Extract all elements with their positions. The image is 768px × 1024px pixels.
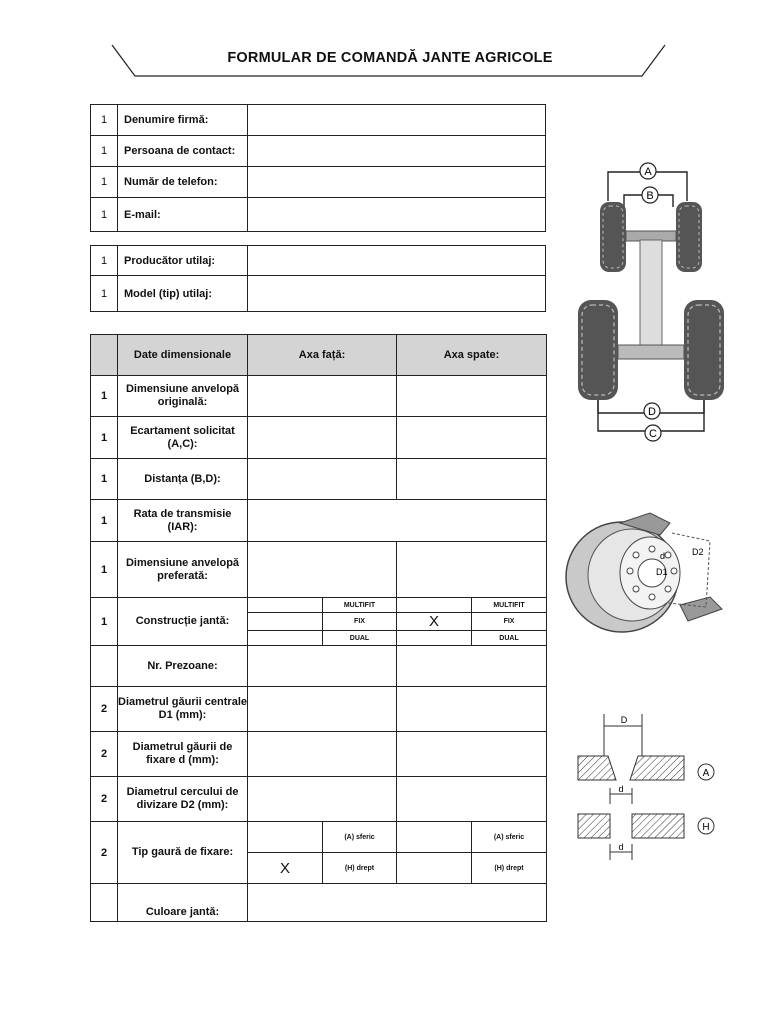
row-number: 1 [91, 167, 118, 198]
label-a: A [644, 166, 652, 178]
original-tire-front-field[interactable] [248, 376, 397, 417]
phone-label: Număr de telefon: [118, 167, 248, 198]
transmission-ratio-field[interactable] [248, 500, 547, 542]
row-number: 1 [91, 417, 118, 459]
rear-spherical-checkbox[interactable] [397, 822, 472, 853]
front-left-wheel [600, 202, 626, 272]
contact-table [90, 104, 546, 232]
front-spherical-checkbox[interactable] [248, 822, 323, 853]
label-profile-h: H [702, 822, 710, 833]
pitch-circle-label: Diametrul cercului de divizare D2 (mm): [118, 777, 248, 822]
table-row [91, 732, 547, 777]
stud-count-rear-field[interactable] [397, 646, 547, 687]
pitch-circle-rear-field[interactable] [397, 777, 547, 822]
row-number: 1 [91, 136, 118, 167]
front-straight-option: (H) drept [323, 853, 397, 884]
rear-fix-checkbox[interactable]: X [397, 613, 472, 631]
manufacturer-label: Producător utilaj: [118, 246, 248, 276]
dimensions-table [90, 334, 547, 922]
table-row [91, 376, 547, 417]
front-straight-checkbox[interactable]: X [248, 853, 323, 884]
label-d: D [648, 406, 656, 418]
model-field[interactable] [248, 276, 546, 312]
table-row [91, 167, 546, 198]
pitch-circle-front-field[interactable] [248, 777, 397, 822]
contact-person-label: Persoana de contact: [118, 136, 248, 167]
front-fix-option: FIX [323, 613, 397, 631]
table-row [91, 500, 547, 542]
label-d-small: d [660, 551, 666, 561]
label-b: B [646, 190, 654, 202]
email-label: E-mail: [118, 198, 248, 232]
original-tire-rear-field[interactable] [397, 376, 547, 417]
row-number [91, 646, 118, 687]
front-fix-checkbox[interactable] [248, 613, 323, 631]
distance-rear-field[interactable] [397, 459, 547, 500]
table-row [91, 598, 547, 613]
table-row [91, 542, 547, 598]
rim-diagram [560, 505, 732, 640]
label-d1: D1 [656, 567, 668, 577]
label-dim-d-a: d [618, 784, 624, 794]
track-width-label: Ecartament solicitat (A,C): [118, 417, 248, 459]
rear-straight-checkbox[interactable] [397, 853, 472, 884]
table-row [91, 417, 547, 459]
rim-color-field[interactable] [248, 884, 547, 922]
table-row [91, 105, 546, 136]
hole-type-label: Tip gaură de fixare: [118, 822, 248, 884]
rear-multifit-checkbox[interactable] [397, 598, 472, 613]
table-row [91, 777, 547, 822]
row-number: 1 [91, 542, 118, 598]
center-hole-rear-field[interactable] [397, 687, 547, 732]
fixing-hole-label: Diametrul găurii de fixare d (mm): [118, 732, 248, 777]
rear-multifit-option: MULTIFIT [472, 598, 547, 613]
row-number: 1 [91, 459, 118, 500]
form-title: FORMULAR DE COMANDĂ JANTE AGRICOLE [227, 50, 553, 66]
table-row [91, 198, 546, 232]
phone-field[interactable] [248, 167, 546, 198]
email-field[interactable] [248, 198, 546, 232]
table-row [91, 646, 547, 687]
front-right-wheel [676, 202, 702, 272]
rear-dual-option: DUAL [472, 631, 547, 646]
row-number: 2 [91, 687, 118, 732]
stud-count-label: Nr. Prezoane: [118, 646, 248, 687]
track-width-front-field[interactable] [248, 417, 397, 459]
fixing-hole-rear-field[interactable] [397, 732, 547, 777]
row-number: 1 [91, 105, 118, 136]
table-row [91, 136, 546, 167]
row-number: 1 [91, 500, 118, 542]
row-number: 2 [91, 822, 118, 884]
row-number: 2 [91, 777, 118, 822]
table-row [91, 884, 547, 922]
rear-left-wheel [578, 300, 618, 400]
rear-spherical-option: (A) sferic [472, 822, 547, 853]
table-row [91, 276, 546, 312]
row-number: 1 [91, 598, 118, 646]
distance-label: Distanța (B,D): [118, 459, 248, 500]
hole-section-diagram [570, 710, 730, 870]
machine-table [90, 245, 546, 312]
tractor-track-diagram [572, 155, 732, 445]
manufacturer-field[interactable] [248, 246, 546, 276]
rim-construction-label: Construcție jantă: [118, 598, 248, 646]
model-label: Model (tip) utilaj: [118, 276, 248, 312]
contact-person-field[interactable] [248, 136, 546, 167]
company-name-field[interactable] [248, 105, 546, 136]
preferred-tire-rear-field[interactable] [397, 542, 547, 598]
company-name-label: Denumire firmă: [118, 105, 248, 136]
front-dual-checkbox[interactable] [248, 631, 323, 646]
front-spherical-option: (A) sferic [323, 822, 397, 853]
center-hole-label: Diametrul găurii centrale D1 (mm): [118, 687, 248, 732]
col-front-axle-header: Axa față: [248, 335, 397, 376]
label-dim-d-h: d [618, 842, 624, 852]
label-c: C [649, 428, 657, 440]
table-row [91, 687, 547, 732]
center-hole-front-field[interactable] [248, 687, 397, 732]
row-number: 1 [91, 376, 118, 417]
original-tire-label: Dimensiune anvelopă originală: [118, 376, 248, 417]
front-multifit-option: MULTIFIT [323, 598, 397, 613]
table-header-row [91, 335, 547, 376]
rear-dual-checkbox[interactable] [397, 631, 472, 646]
track-width-rear-field[interactable] [397, 417, 547, 459]
table-row [91, 246, 546, 276]
table-row [91, 459, 547, 500]
row-number [91, 884, 118, 922]
preferred-tire-front-field[interactable] [248, 542, 397, 598]
label-profile-a: A [702, 768, 710, 779]
fixing-hole-front-field[interactable] [248, 732, 397, 777]
row-number: 1 [91, 198, 118, 232]
rim-color-label: Culoare jantă: [118, 884, 248, 922]
row-number: 1 [91, 276, 118, 312]
row-number: 1 [91, 246, 118, 276]
rear-fix-option: FIX [472, 613, 547, 631]
front-dual-option: DUAL [323, 631, 397, 646]
transmission-ratio-label: Rata de transmisie (IAR): [118, 500, 248, 542]
col-dimensions-header: Date dimensionale [118, 335, 248, 376]
rear-right-wheel [684, 300, 724, 400]
title-banner [0, 0, 768, 90]
front-multifit-checkbox[interactable] [248, 598, 323, 613]
row-number: 2 [91, 732, 118, 777]
col-rear-axle-header: Axa spate: [397, 335, 547, 376]
label-dim-d: D [620, 715, 628, 725]
stud-count-front-field[interactable] [248, 646, 397, 687]
preferred-tire-label: Dimensiune anvelopă preferată: [118, 542, 248, 598]
distance-front-field[interactable] [248, 459, 397, 500]
rear-straight-option: (H) drept [472, 853, 547, 884]
table-row [91, 822, 547, 853]
label-d2: D2 [692, 547, 704, 557]
